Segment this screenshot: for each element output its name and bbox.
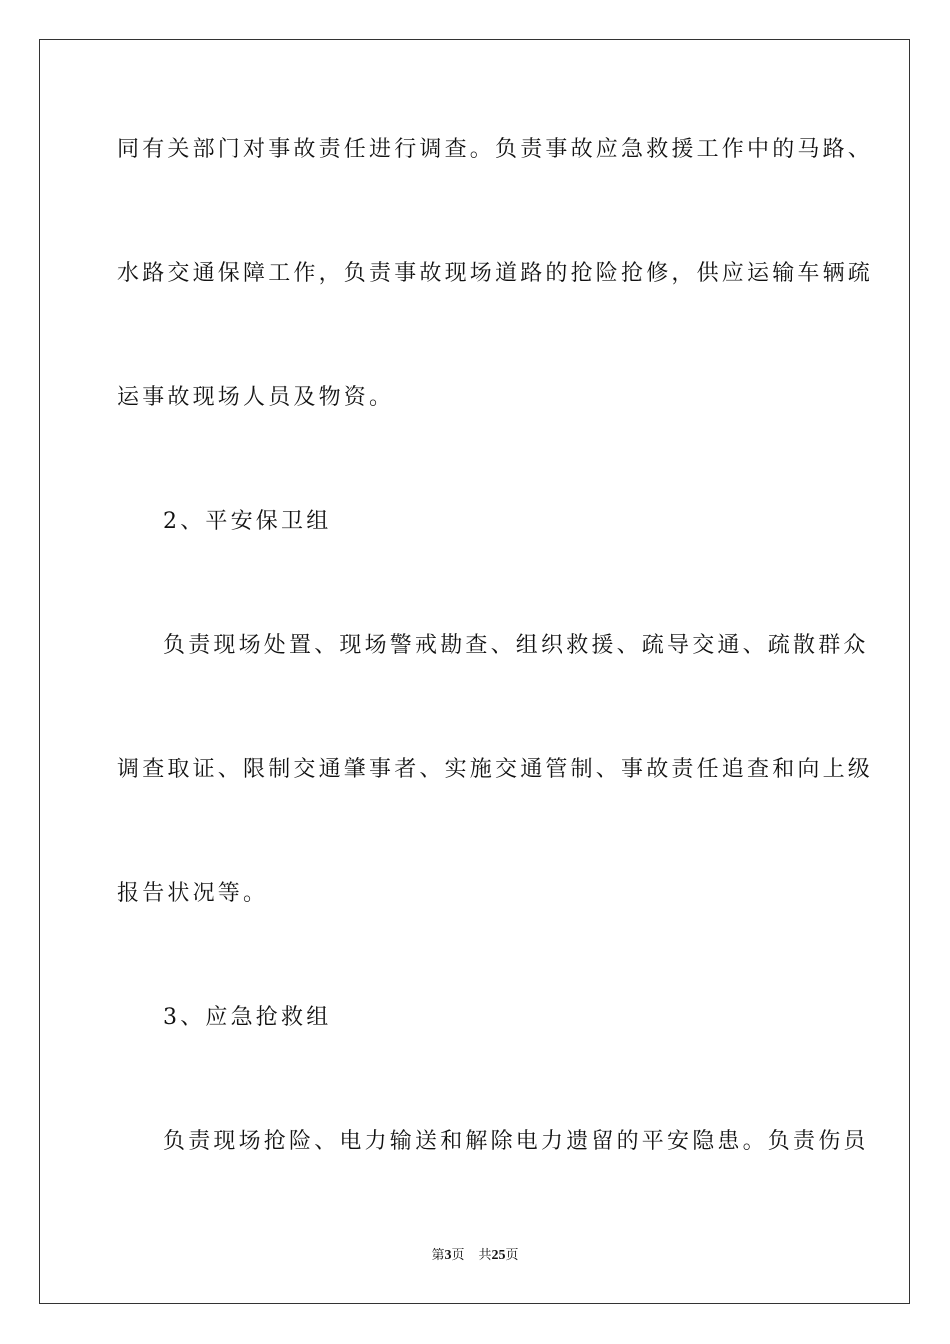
total-prefix: 共 bbox=[478, 1248, 492, 1263]
section-heading: 2、平安保卫组 bbox=[163, 509, 332, 534]
body-text-line: 运事故现场人员及物资。 bbox=[117, 385, 395, 410]
page-prefix: 第 bbox=[431, 1248, 445, 1263]
body-text-line: 负责现场抢险、电力输送和解除电力遗留的平安隐患。负责伤员 bbox=[163, 1129, 869, 1154]
total-suffix: 页 bbox=[505, 1248, 519, 1263]
page-footer bbox=[0, 1247, 950, 1265]
page-suffix: 页 bbox=[451, 1248, 465, 1263]
body-text-line: 报告状况等。 bbox=[117, 881, 269, 906]
body-text-line: 水路交通保障工作，负责事故现场道路的抢险抢修，供应运输车辆疏 bbox=[117, 261, 874, 286]
section-heading: 3、应急抢救组 bbox=[163, 1005, 332, 1030]
total-pages: 25 bbox=[491, 1248, 506, 1263]
body-text-line: 调查取证、限制交通肇事者、实施交通管制、事故责任追查和向上级 bbox=[117, 757, 874, 782]
body-text-line: 同有关部门对事故责任进行调查。负责事故应急救援工作中的马路、 bbox=[117, 137, 874, 162]
body-text-line: 负责现场处置、现场警戒勘查、组织救援、疏导交通、疏散群众 bbox=[163, 633, 869, 658]
page-border bbox=[39, 39, 910, 1304]
page-number: 3 bbox=[444, 1248, 452, 1263]
